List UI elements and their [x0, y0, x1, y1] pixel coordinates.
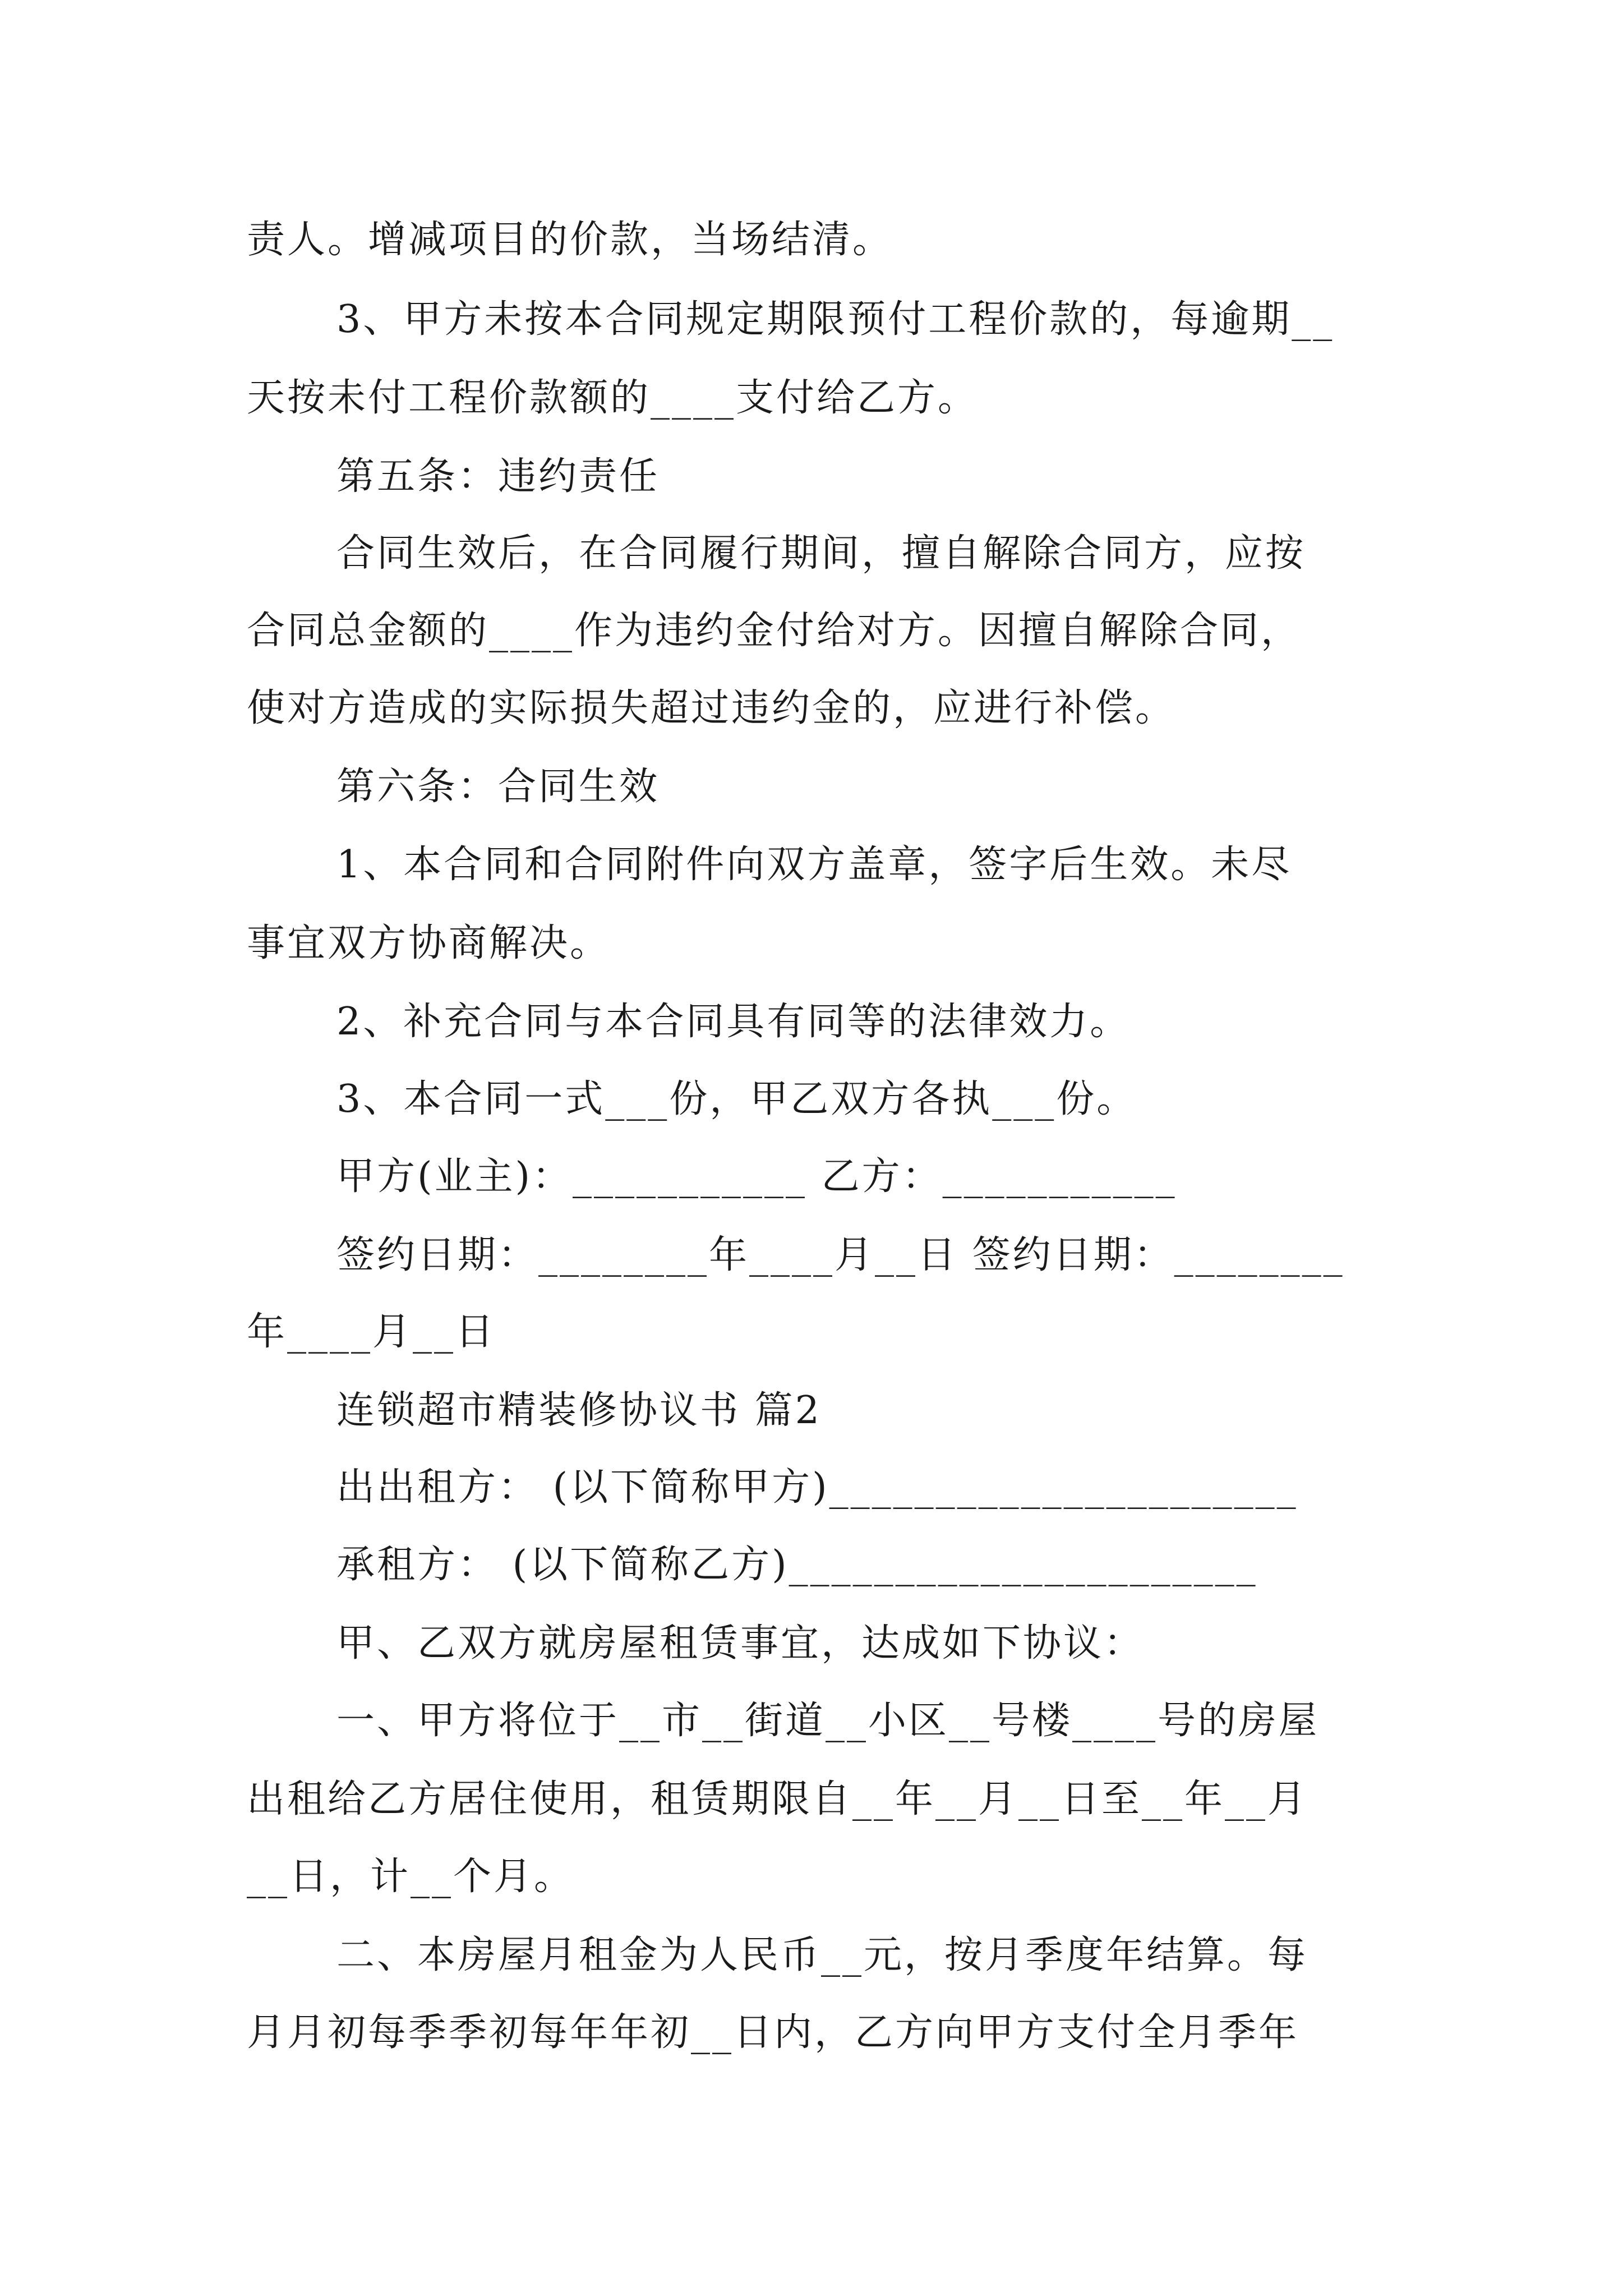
text-line: 承租方： (以下简称乙方)______________________ [336, 1543, 1258, 1587]
text-line: 出出租方： (以下简称甲方)______________________ [336, 1465, 1298, 1510]
text-line: 责人。增减项目的价款，当场结清。 [247, 218, 893, 262]
text-line: 使对方造成的实际损失超过违约金的，应进行补偿。 [247, 686, 1176, 730]
section-title: 连锁超市精装修协议书 篇2 [336, 1388, 822, 1433]
signing-date-line: 年____月__日 [247, 1310, 496, 1354]
text-line: 合同总金额的____作为违约金付给对方。因擅自解除合同， [247, 609, 1302, 653]
signature-line: 甲方(业主)：___________ 乙方：___________ [336, 1154, 1177, 1199]
text-line: 出租给乙方居住使用，租赁期限自__年__月__日至__年__月 [247, 1777, 1308, 1821]
text-line: 3、甲方未按本合同规定期限预付工程价款的，每逾期__ [336, 297, 1335, 342]
signing-date-line: 签约日期：________年____月__日 签约日期：________ [336, 1233, 1345, 1277]
text-line: 2、补充合同与本合同具有同等的法律效力。 [336, 1000, 1131, 1044]
text-line: 1、本合同和合同附件向双方盖章，签字后生效。未尽 [336, 843, 1292, 887]
text-line: 3、本合同一式___份，甲乙双方各执___份。 [336, 1077, 1137, 1121]
text-line: 事宜双方协商解决。 [247, 921, 611, 965]
section-heading: 第六条：合同生效 [336, 765, 660, 809]
text-line: 合同生效后，在合同履行期间，擅自解除合同方，应按 [336, 531, 1306, 576]
text-line: 天按未付工程价款额的____支付给乙方。 [247, 376, 979, 420]
text-line: 月月初每季季初每年年初__日内，乙方向甲方支付全月季年 [247, 2010, 1299, 2055]
section-heading: 第五条：违约责任 [336, 454, 660, 499]
text-line: __日，计__个月。 [247, 1855, 575, 1899]
text-line: 一、甲方将位于__市__街道__小区__号楼____号的房屋 [336, 1699, 1320, 1743]
text-line: 甲、乙双方就房屋租赁事宜，达成如下协议： [336, 1621, 1145, 1665]
text-line: 二、本房屋月租金为人民币__元，按月季度年结算。每 [336, 1933, 1308, 1977]
